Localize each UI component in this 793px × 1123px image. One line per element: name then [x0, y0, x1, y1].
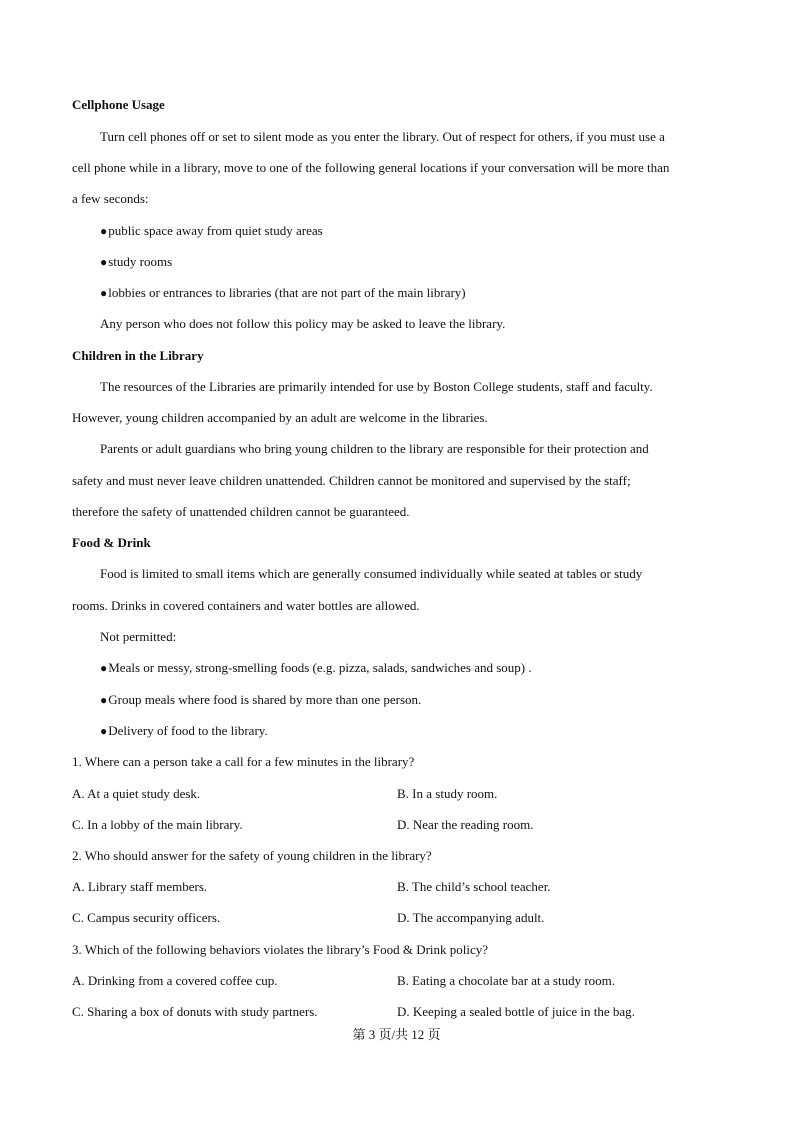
option-c: C. In a lobby of the main library. [72, 817, 243, 832]
bullet-item [100, 254, 172, 270]
paragraph-line: Turn cell phones off or set to silent mode as you enter the library. Out of respect for others, if you must use a [100, 129, 665, 144]
question-2: 2. Who should answer for the safety of young children in the library? [72, 848, 432, 863]
paragraph-line: Not permitted: [100, 629, 177, 644]
paragraph-line: Parents or adult guardians who bring young children to the library are responsible for their protection and [100, 441, 649, 456]
bullet-item [100, 692, 421, 708]
option-b: B. Eating a chocolate bar at a study room. [397, 973, 616, 988]
paragraph-line: Food is limited to small items which are generally consumed individually while seated at tables or study [100, 566, 643, 581]
section-heading-children: Children in the Library [72, 348, 204, 363]
option-a: A. Library staff members. [72, 879, 208, 894]
bullet-item [100, 285, 466, 301]
option-c: C. Sharing a box of donuts with study partners. [72, 1004, 318, 1019]
option-b: B. The child’s school teacher. [397, 879, 551, 894]
paragraph-line: The resources of the Libraries are primarily intended for use by Boston College students, staff and faculty. [100, 379, 653, 394]
paragraph-line: cell phone while in a library, move to one of the following general locations if your conversation will be more than [72, 160, 670, 175]
bullet-item [100, 223, 323, 239]
option-a: A. Drinking from a covered coffee cup. [72, 973, 278, 988]
bullet-text: Delivery of food to the library. [108, 723, 268, 738]
option-a: A. At a quiet study desk. [72, 786, 201, 801]
bullet-item [100, 723, 268, 739]
option-d: D. Keeping a sealed bottle of juice in the bag. [397, 1004, 635, 1019]
option-c: C. Campus security officers. [72, 910, 221, 925]
bullet-text: lobbies or entrances to libraries (that are not part of the main library) [108, 285, 466, 300]
question-1: 1. Where can a person take a call for a few minutes in the library? [72, 754, 415, 769]
option-d: D. The accompanying adult. [397, 910, 545, 925]
bullet-text: study rooms [108, 254, 173, 269]
question-3: 3. Which of the following behaviors violates the library’s Food & Drink policy? [72, 942, 489, 957]
bullet-text: Group meals where food is shared by more than one person. [108, 692, 422, 707]
section-heading-food: Food & Drink [72, 535, 151, 550]
paragraph-line: Any person who does not follow this policy may be asked to leave the library. [100, 316, 506, 331]
paragraph-line: a few seconds: [72, 191, 149, 206]
page-number-footer: 第 3 页/共 12 页 [352, 1027, 441, 1042]
paragraph-line: However, young children accompanied by an adult are welcome in the libraries. [72, 410, 488, 425]
option-d: D. Near the reading room. [397, 817, 534, 832]
bullet-text: Meals or messy, strong-smelling foods (e.g. pizza, salads, sandwiches and soup) . [108, 660, 532, 675]
option-b: B. In a study room. [397, 786, 498, 801]
paragraph-line: rooms. Drinks in covered containers and water bottles are allowed. [72, 598, 420, 613]
bullet-text: public space away from quiet study areas [108, 223, 323, 238]
paragraph-line: therefore the safety of unattended children cannot be guaranteed. [72, 504, 410, 519]
bullet-item [100, 660, 532, 676]
paragraph-line: safety and must never leave children unattended. Children cannot be monitored and supervised by the staff; [72, 473, 631, 488]
section-heading-cellphone: Cellphone Usage [72, 97, 165, 112]
